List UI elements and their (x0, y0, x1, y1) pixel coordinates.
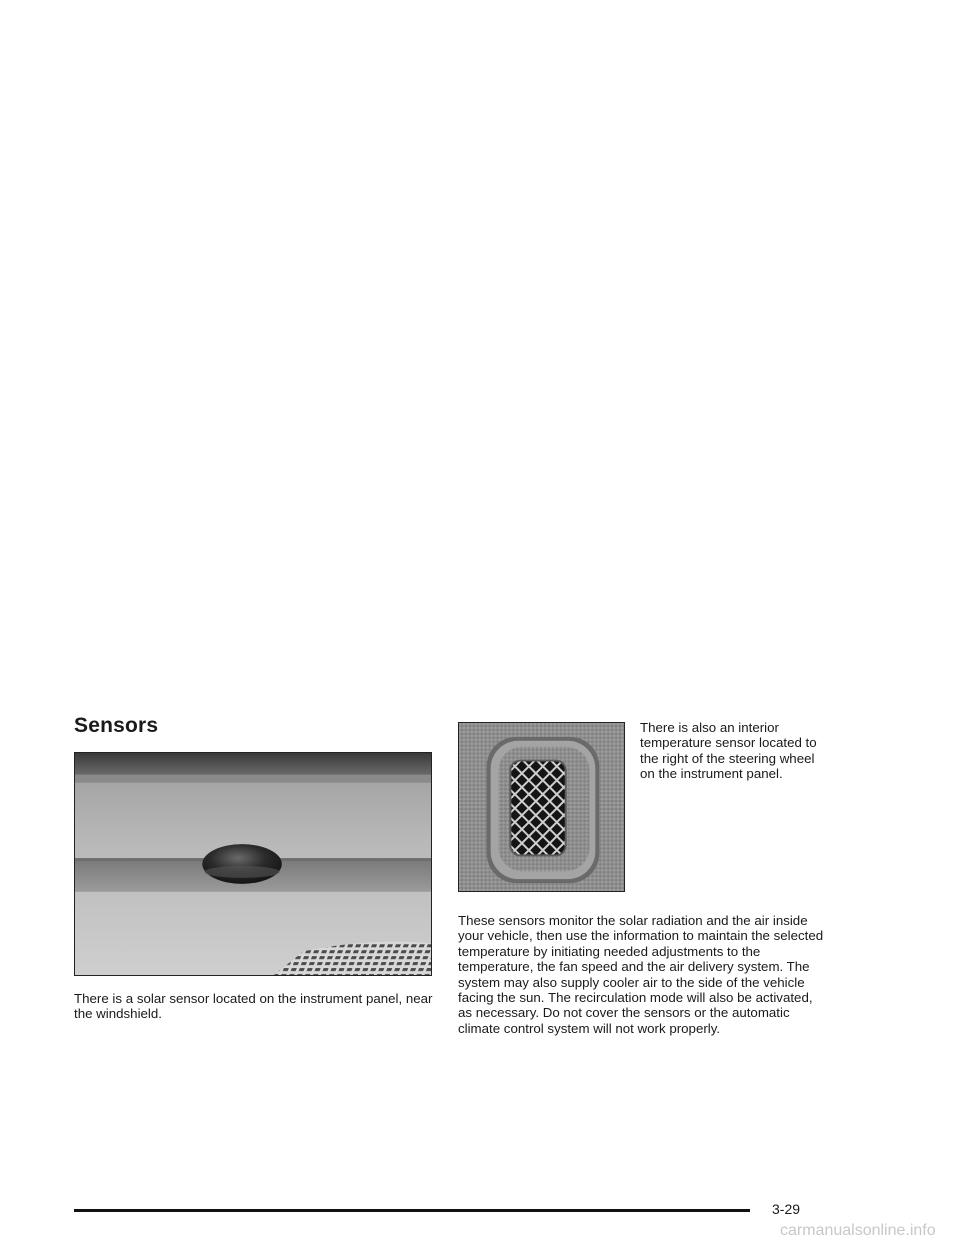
solar-sensor-photo (74, 752, 432, 976)
interior-sensor-caption: There is also an interior temperature sensor located to the right of the steering wheel on the instrument panel. (640, 720, 817, 782)
solar-sensor-caption: There is a solar sensor located on the instrument panel, near the windshield. (74, 991, 433, 1022)
page-number: 3-29 (772, 1201, 801, 1217)
watermark: carmanualsonline.info (780, 1222, 936, 1239)
section-heading: Sensors (74, 714, 159, 737)
interior-sensor-photo (458, 722, 625, 892)
footer-rule (74, 1209, 750, 1212)
sensors-paragraph: These sensors monitor the solar radiation and the air inside your vehicle, then use the information to maintain the selected temperature by initiating needed adjustments to the temperature, the fan speed and the air delivery system. The system may also supply cooler air to the side of the vehicle facing the sun. The recirculation mode will also be activated, as necessary. Do not cover the sensors or the automatic climate control system will not work properly. (458, 913, 824, 1036)
